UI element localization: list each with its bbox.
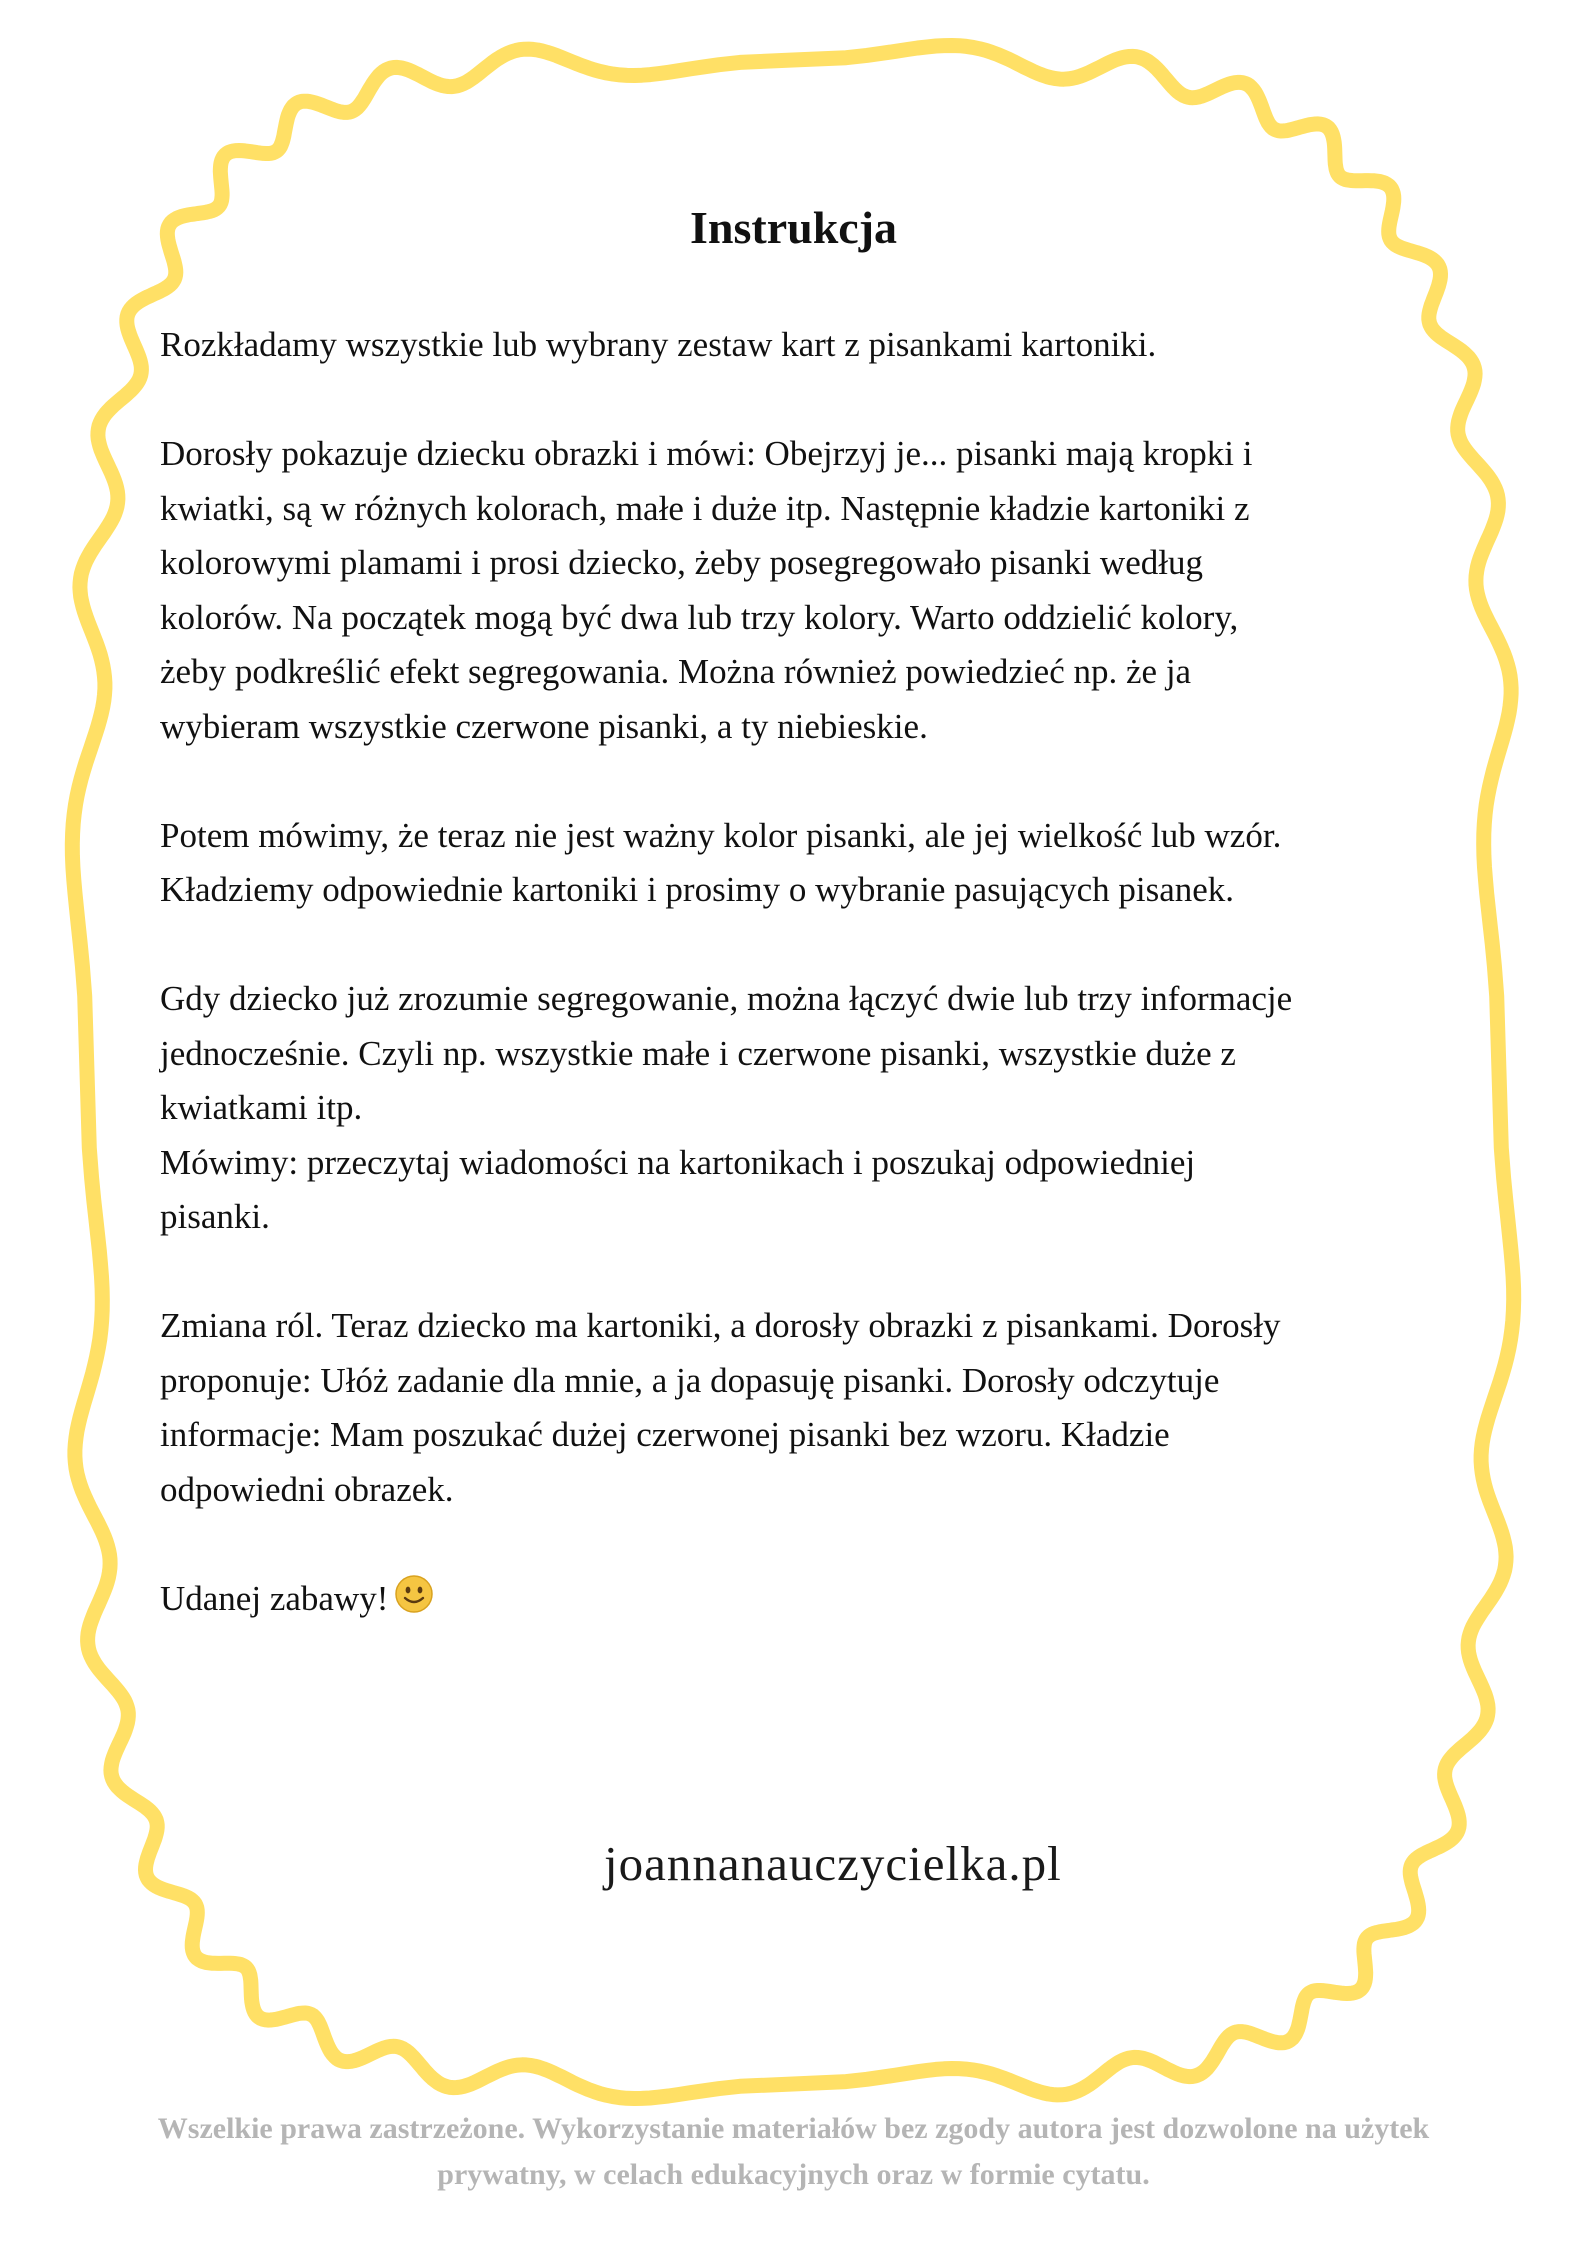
text-line: jednocześnie. Czyli np. wszystkie małe i czerwone pisanki, wszystkie duże z bbox=[160, 1033, 1236, 1073]
text-line: kwiatki, są w różnych kolorach, małe i duże itp. Następnie kładzie kartoniki z bbox=[160, 488, 1250, 528]
text-line: kolorowymi plamami i prosi dziecko, żeby posegregowało pisanki według bbox=[160, 543, 1203, 582]
closing-line bbox=[160, 1572, 1460, 1631]
copyright-line-2: prywatny, w celach edukacyjnych oraz w formie cytatu. bbox=[437, 2158, 1150, 2191]
text-line: odpowiedni obrazek. bbox=[160, 1469, 454, 1509]
paragraph-color-sorting bbox=[160, 427, 1460, 754]
paragraph-combined-info bbox=[160, 972, 1460, 1136]
text-line: Zmiana ról. Teraz dziecko ma kartoniki, a dorosły obrazki z pisankami. Dorosły bbox=[160, 1306, 1281, 1345]
text-line: kolorów. Na początek mogą być dwa lub trzy kolory. Warto oddzielić kolory, bbox=[160, 597, 1239, 637]
text-line: informacje: Mam poszukać dużej czerwonej pisanki bez wzoru. Kładzie bbox=[160, 1415, 1170, 1454]
text-line: Mówimy: przeczytaj wiadomości na kartonikach i poszukaj odpowiedniej bbox=[160, 1142, 1196, 1182]
text-line: Rozkładamy wszystkie lub wybrany zestaw kart z pisankami kartoniki. bbox=[160, 325, 1157, 364]
text-line: kwiatkami itp. bbox=[160, 1088, 363, 1127]
document-title: Instrukcja bbox=[689, 202, 898, 253]
instruction-body bbox=[160, 318, 1460, 1630]
text-line: żeby podkreślić efekt segregowania. Można również powiedzieć np. że ja bbox=[160, 652, 1192, 691]
website-address: joannanauczycielka.pl bbox=[604, 1836, 1062, 1891]
text-line: proponuje: Ułóż zadanie dla mnie, a ja dopasuję pisanki. Dorosły odczytuje bbox=[160, 1360, 1220, 1400]
copyright-line-1: Wszelkie prawa zastrzeżone. Wykorzystanie materiałów bez zgody autora jest dozwolone na użytek bbox=[157, 2112, 1430, 2145]
paragraph-intro bbox=[160, 318, 1460, 373]
text-line: pisanki. bbox=[160, 1197, 270, 1236]
paragraph-role-swap bbox=[160, 1299, 1460, 1517]
text-line: Potem mówimy, że teraz nie jest ważny kolor pisanki, ale jej wielkość lub wzór. bbox=[160, 815, 1282, 855]
smiley-face-icon bbox=[394, 1574, 434, 1631]
copyright-notice bbox=[40, 2106, 1547, 2198]
text-line: wybieram wszystkie czerwone pisanki, a ty niebieskie. bbox=[160, 706, 928, 746]
text-line: Kładziemy odpowiednie kartoniki i prosimy o wybranie pasujących pisanek. bbox=[160, 870, 1235, 909]
text-line: Dorosły pokazuje dziecku obrazki i mówi: Obejrzyj je... pisanki mają kropki i bbox=[160, 434, 1253, 473]
closing-text: Udanej zabawy! bbox=[160, 1578, 389, 1618]
paragraph-size-pattern bbox=[160, 809, 1460, 918]
text-line: Gdy dziecko już zrozumie segregowanie, można łączyć dwie lub trzy informacje bbox=[160, 979, 1293, 1018]
paragraph-read-cards bbox=[160, 1136, 1460, 1245]
